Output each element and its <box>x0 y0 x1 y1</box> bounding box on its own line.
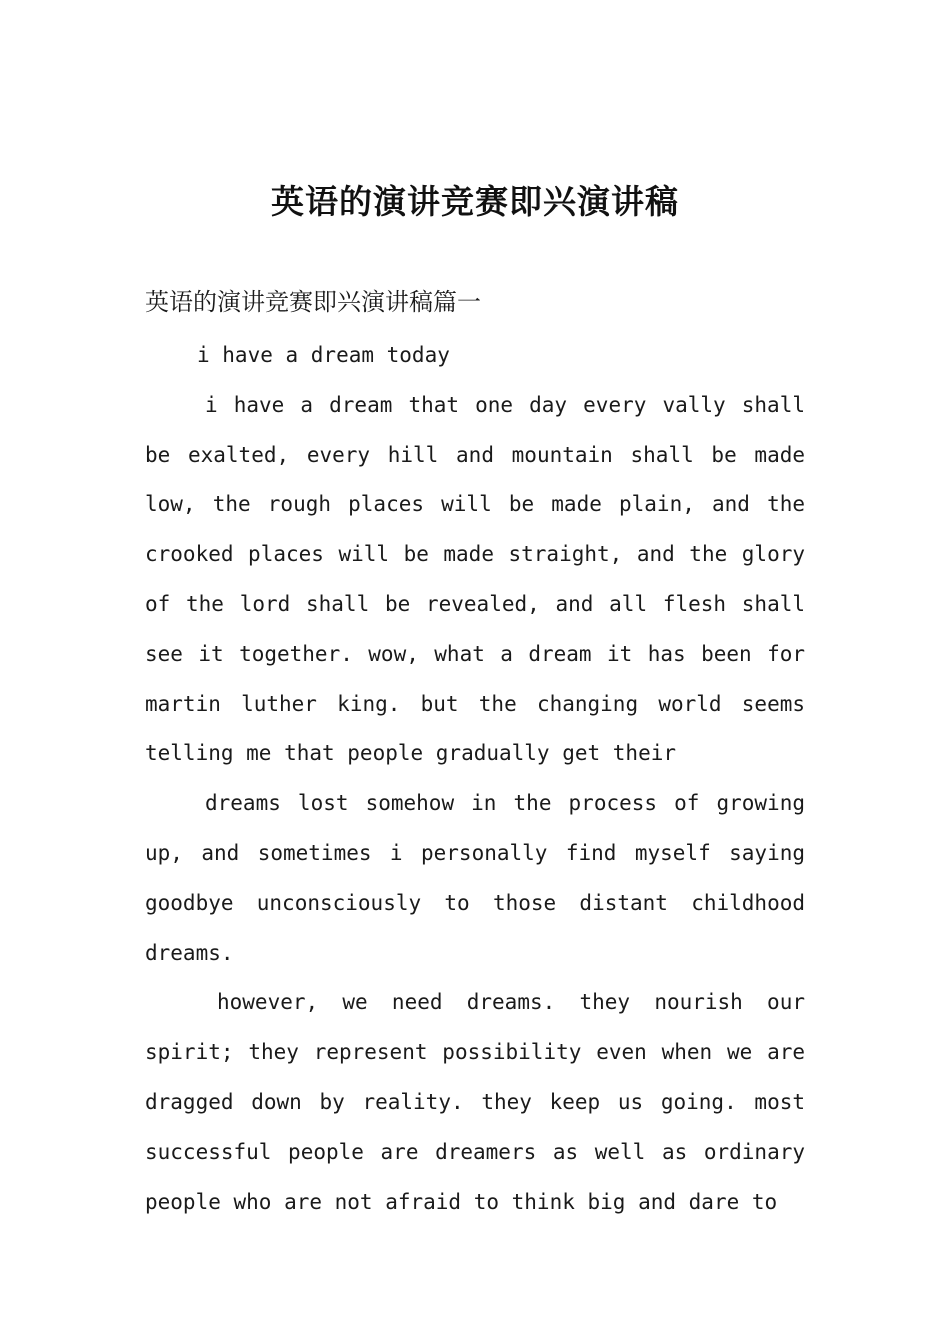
paragraph-3: however, we need dreams. they nourish our spirit; they represent possibility even when we are dragged down by reality. they keep us going. most successful people are dreamers as well as ordinary people who are not afraid to think big and dare to <box>145 990 805 1214</box>
section-heading: 英语的演讲竞赛即兴演讲稿篇一 <box>145 288 481 316</box>
paragraph-2: dreams lost somehow in the process of growing up, and sometimes i personally find myself saying goodbye unconsciously to those distant childhood dreams. <box>145 791 805 965</box>
document-body <box>145 331 805 1227</box>
paragraph-1: i have a dream that one day every vally shall be exalted, every hill and mountain shall be made low, the rough places will be made plain, and the crooked places will be made straight, and the glory of the lord shall be revealed, and all flesh shall see it together. wow, what a dream it has been for martin luther king. but the changing world seems telling me that people gradually get their <box>145 392 805 766</box>
paragraph-speech-title: i have a dream today <box>197 343 450 367</box>
document-title: 英语的演讲竞赛即兴演讲稿 <box>271 182 679 221</box>
